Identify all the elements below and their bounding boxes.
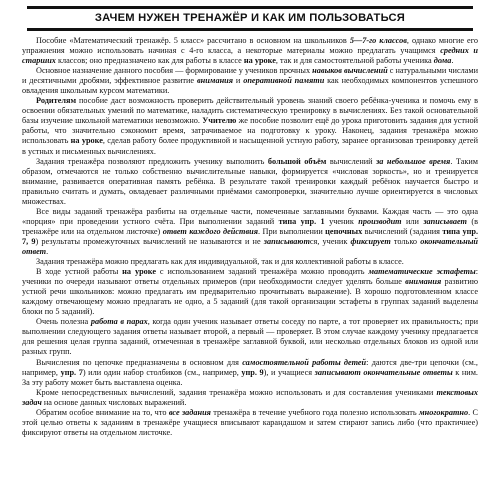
title-bar	[27, 6, 474, 31]
document-body	[22, 36, 478, 438]
paragraph: Пособие «Математический тренажёр. 5 класс» рассчитано в основном на школьников 5—7-го классов, однако многие его упражнения можно использовать начиная с 4-го класса, а некоторые материалы можно предлагать учащимся средних и старших классов; оно предназначено как для работы в классе на уроке, так и для самостоятельной работы ученика дома.	[22, 36, 479, 66]
paragraph: Все виды заданий тренажёра разбиты на отдельные части, помеченные заглавными буквами. Каждая часть — это одна «порция» при проведении устного счёта. При выполнении заданий типа упр. 1 ученик производит или записывает (в тренажёре или на отдельном листочке) ответ каждого действия. При выполнении цепочных вычислений (задания типа упр. 7, 9) результаты промежуточных вычислений не называются и не записываются, ученик фиксирует только окончательный ответ.	[22, 206, 479, 256]
paragraph: Задания тренажёра позволяют предложить ученику выполнить большой объём вычислений за небольшое время. Таким образом, отмечаются не только собственно вычислительные навыки, формируется «числовая зоркость», но и тренируется внимание, развивается оперативная память ребёнка. В результате такой тренировки каждый ребёнок научается быстро и правильно считать и думать, овладевает различными приёмами самопроверки, значительно лучше ориентируется в числовых множествах.	[22, 156, 479, 206]
paragraph: Вычисления по цепочке предназначены в основном для самостоятельной работы детей: даются две-три цепочки (см., например, упр. 7) или один набор столбиков (см., например, упр. 9), и учащиеся записывают окончательные ответы к ним. За эту работу может быть выставлена оценка.	[22, 357, 478, 387]
paragraph: Очень полезна работа в парах, когда один ученик называет ответы соседу по парте, а тот проверяет их правильность; при выполнении следующего задания ответы называет второй, а первый — проверяет. В этом случае каждому ученику предлагается для решения целая группа заданий, отмеченная в тренажёре заглавной буквой, или несколько отдельных блоков из одной или разных групп.	[22, 317, 479, 357]
paragraph: Обратим особое внимание на то, что все задания тренажёра в течение учебного года полезно использовать многократно. С этой целью ответы к заданиям в тренажёре учащиеся вписывают карандашом и затем стирают запись либо (что практичнее) фиксируют ответы на отдельном листочке.	[22, 407, 479, 437]
paragraph: Основное назначение данного пособия — формирование у учеников прочных навыков вычислений с натуральными числами и десятичными дробями, эффективное развитие внимания и оперативной памяти как необходимых компонентов успешного овладения школьным курсом математики.	[22, 66, 479, 96]
paragraph: В ходе устной работы на уроке с использованием заданий тренажёра можно проводить математические эстафеты: ученики по очереди называют ответы отдельных примеров (при необходимости следует уделять больше внимания развитию устной речи школьников: можно предлагать им предварительно прочитывать выражение). В хорошо подготовленном классе каждому отвечающему можно предлагать не одно, а 5 заданий (для такой организации эстафеты в группах заданий выделены блоки по 5 заданий).	[22, 267, 478, 317]
paragraph: Кроме непосредственных вычислений, задания тренажёра можно использовать и для составления учениками текстовых задач на основе данных числовых выражений.	[22, 387, 478, 407]
paragraph: Задания тренажёра можно предлагать как для индивидуальной, так и для коллективной работы в классе.	[36, 257, 404, 267]
page-title: ЗАЧЕМ НУЖЕН ТРЕНАЖЁР И КАК ИМ ПОЛЬЗОВАТЬСЯ	[94, 12, 406, 24]
paragraph: Родителям пособие даст возможность проверить действительный уровень знаний своего ребёнка-ученика и помочь ему в освоении обязательных умений по математике, наладить систематическую тренировку в вычислениях. Без такой основательной базы изучение школьной математики невозможно. Учителю же пособие позволит ещё до урока приготовить задания для устной работы, что значительно сэкономит время, затрачиваемое на подготовку к уроку. Наконец, задания тренажёра можно использовать на уроке, сделав работу более продуктивной и насыщенной устную работу, заранее организовав тренировку детей в устных и письменных вычислениях.	[22, 96, 478, 156]
